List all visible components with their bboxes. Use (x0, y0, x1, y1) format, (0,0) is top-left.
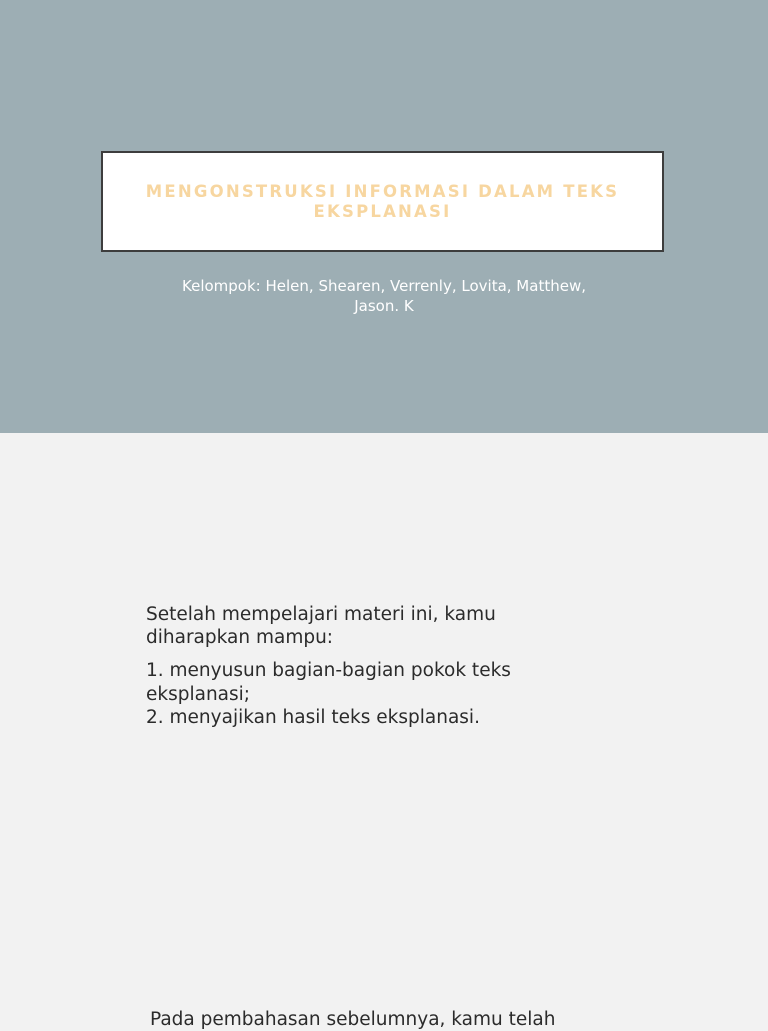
title-slide (0, 0, 768, 433)
title-box (101, 151, 664, 252)
slide-title: MENGONSTRUKSI INFORMASI DALAM TEKS EKSPLANASI (145, 181, 620, 221)
objectives-intro: Setelah mempelajari materi ini, kamu diharapkan mampu: (146, 604, 496, 648)
slide-subtitle: Kelompok: Helen, Shearen, Verrenly, Lovita, Matthew, Jason. K (182, 277, 586, 315)
next-slide-text: Pada pembahasan sebelumnya, kamu telah (150, 1009, 556, 1030)
objectives-list (146, 659, 576, 730)
objective-item: 2. menyajikan hasil teks eksplanasi. (146, 707, 480, 728)
objective-item: 1. menyusun bagian-bagian pokok teks eksplanasi; (146, 660, 511, 705)
